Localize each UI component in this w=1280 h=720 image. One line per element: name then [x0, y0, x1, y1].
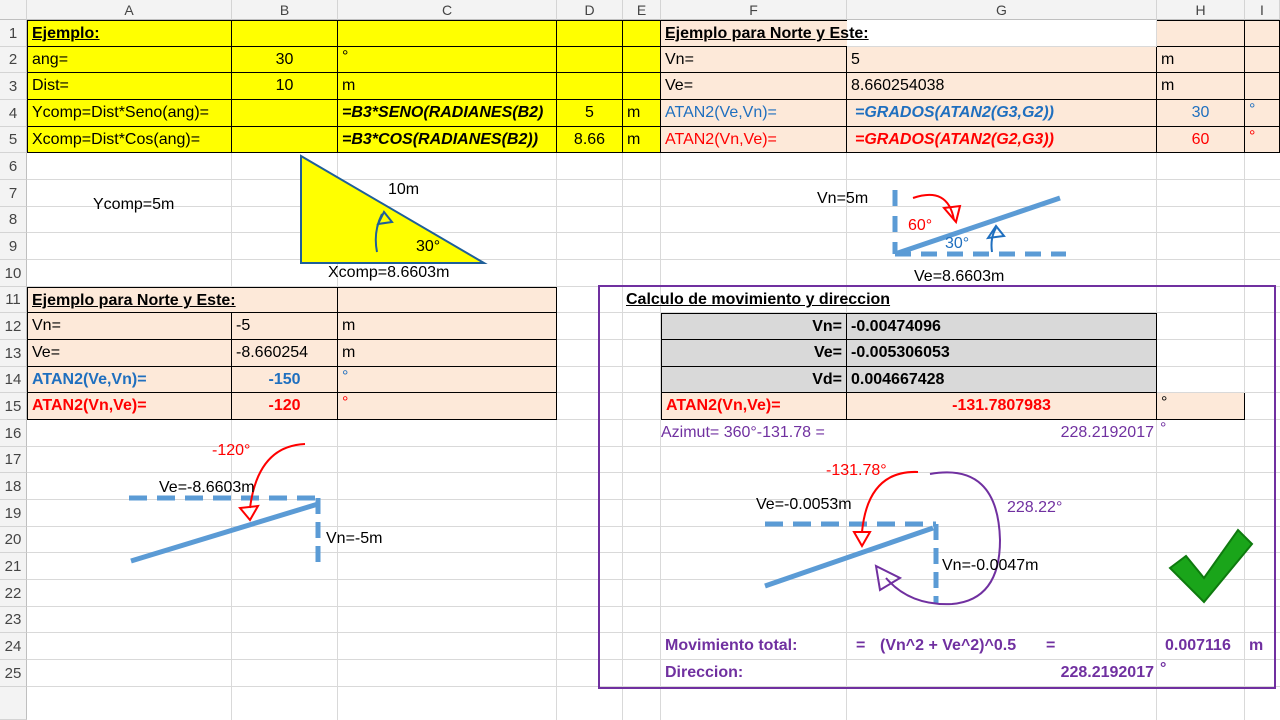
col-header-c[interactable]: C — [338, 0, 557, 20]
red-arrowhead-120-icon — [240, 506, 258, 520]
vn-calc-text[interactable]: Vn=-0.0047m — [942, 557, 1039, 574]
movimiento-formula[interactable]: (Vn^2 + Ve^2)^0.5 — [880, 637, 1017, 654]
cell-h5[interactable]: 60 — [1157, 127, 1245, 153]
cell-g2[interactable]: 5 — [847, 47, 1157, 73]
cell-f5[interactable]: ATAN2(Vn,Ve)= — [661, 127, 847, 153]
cell-g4[interactable]: =GRADOS(ATAN2(G3,G2)) — [847, 100, 1157, 127]
cell-f1[interactable]: Ejemplo para Norte y Este: — [661, 20, 847, 47]
cell-c14[interactable]: ° — [338, 367, 557, 393]
cell-c12[interactable]: m — [338, 313, 557, 340]
red-arrowhead-131-icon — [854, 532, 870, 546]
xcomp-text[interactable]: Xcomp=8.6603m — [328, 264, 450, 281]
cell-g13[interactable]: -0.005306053 — [847, 340, 1157, 367]
cell-a1[interactable]: Ejemplo: — [27, 20, 232, 47]
movimiento-unit[interactable]: m — [1249, 637, 1264, 654]
cell-f3[interactable]: Ve= — [661, 73, 847, 100]
azimut-label[interactable]: Azimut= 360°-131.78 = — [661, 424, 825, 441]
cell-g5[interactable]: =GRADOS(ATAN2(G2,G3)) — [847, 127, 1157, 153]
cell-h4[interactable]: 30 — [1157, 100, 1245, 127]
col-header-d[interactable]: D — [557, 0, 623, 20]
vn-neg-text[interactable]: Vn=-5m — [326, 530, 383, 547]
row-header[interactable]: 24 — [0, 633, 27, 660]
ve8-text[interactable]: Ve=8.6603m — [914, 268, 1005, 285]
cell-e5[interactable]: m — [623, 127, 661, 153]
row-header[interactable]: 18 — [0, 473, 27, 500]
cell-b13[interactable]: -8.660254 — [232, 340, 338, 367]
cell-f4[interactable]: ATAN2(Ve,Vn)= — [661, 100, 847, 127]
row-header[interactable]: 10 — [0, 260, 27, 287]
row-header[interactable]: 17 — [0, 447, 27, 473]
row-header[interactable]: 19 — [0, 500, 27, 527]
vector-line-left — [131, 504, 318, 561]
row-header[interactable]: 21 — [0, 553, 27, 580]
row-header[interactable]: 23 — [0, 607, 27, 633]
direccion-label[interactable]: Direccion: — [665, 664, 744, 681]
vn5-text[interactable]: Vn=5m — [817, 190, 869, 207]
cell-c13[interactable]: m — [338, 340, 557, 367]
angle-131-text[interactable]: -131.78° — [826, 462, 887, 479]
col-header-i[interactable]: I — [1245, 0, 1280, 20]
cell-i5[interactable]: ° — [1245, 127, 1280, 153]
row-header[interactable]: 15 — [0, 393, 27, 420]
row-header[interactable]: 9 — [0, 233, 27, 260]
cell-i4[interactable]: ° — [1245, 100, 1280, 127]
row-header[interactable]: 16 — [0, 420, 27, 447]
row-header[interactable]: 1 — [0, 20, 27, 47]
cell-b3[interactable]: 10 — [232, 73, 338, 100]
row-header[interactable]: 6 — [0, 153, 27, 180]
row-header[interactable]: 22 — [0, 580, 27, 607]
movimiento-value[interactable]: 0.007116 — [1165, 637, 1231, 654]
angle30-blue-text[interactable]: 30° — [945, 235, 970, 252]
col-header-b[interactable]: B — [232, 0, 338, 20]
cell-c3[interactable]: m — [338, 73, 557, 100]
cell-a15[interactable]: ATAN2(Vn,Ve)= — [27, 393, 232, 420]
angle30-text[interactable]: 30° — [416, 238, 441, 255]
cell-a5[interactable]: Xcomp=Dist*Cos(ang)= — [27, 127, 232, 153]
col-header-e[interactable]: E — [623, 0, 661, 20]
row-header[interactable]: 2 — [0, 47, 27, 73]
cell-a3[interactable]: Dist= — [27, 73, 232, 100]
row-header[interactable]: 4 — [0, 100, 27, 127]
row-header[interactable]: 7 — [0, 180, 27, 207]
row-header[interactable]: 13 — [0, 340, 27, 367]
hyp-text[interactable]: 10m — [388, 181, 420, 198]
movimiento-eq[interactable]: = — [856, 637, 866, 654]
cell-a13[interactable]: Ve= — [27, 340, 232, 367]
row-header[interactable]: 20 — [0, 527, 27, 553]
ycomp-text[interactable]: Ycomp=5m — [93, 196, 175, 213]
cell-b15[interactable]: -120 — [232, 393, 338, 420]
cell-h2[interactable]: m — [1157, 47, 1245, 73]
row-header[interactable]: 11 — [0, 287, 27, 313]
cell-h15[interactable]: ° — [1157, 393, 1245, 420]
triangle-shape — [301, 156, 484, 263]
direccion-unit[interactable]: ° — [1160, 660, 1167, 677]
movimiento-eq2[interactable]: = — [1046, 637, 1056, 654]
cell-c2[interactable]: ° — [338, 47, 557, 73]
col-header-g[interactable]: G — [847, 0, 1157, 20]
row-header[interactable]: 5 — [0, 127, 27, 153]
cell-d5[interactable]: 8.66 — [557, 127, 623, 153]
cell-g15[interactable]: -131.7807983 — [847, 393, 1157, 420]
cell-c15[interactable]: ° — [338, 393, 557, 420]
cell-a4[interactable]: Ycomp=Dist*Seno(ang)= — [27, 100, 232, 127]
blue-arrowhead-30-icon — [988, 226, 1004, 238]
row-header[interactable]: 3 — [0, 73, 27, 100]
row-header[interactable]: 25 — [0, 660, 27, 687]
vector-line-calc — [765, 528, 933, 586]
cell-f12[interactable]: Vn= — [661, 313, 847, 340]
row-header[interactable]: 8 — [0, 207, 27, 233]
row-header[interactable]: 12 — [0, 313, 27, 340]
angle60-text[interactable]: 60° — [908, 217, 933, 234]
cell-f14[interactable]: Vd= — [661, 367, 847, 393]
cell-f2[interactable]: Vn= — [661, 47, 847, 73]
col-header-a[interactable]: A — [27, 0, 232, 20]
calc-title[interactable]: Calculo de movimiento y direccion — [626, 291, 891, 308]
green-check-icon — [1170, 530, 1252, 602]
azimut-value[interactable]: 228.2192017 — [1060, 424, 1154, 441]
cell-a2[interactable]: ang= — [27, 47, 232, 73]
cell-d4[interactable]: 5 — [557, 100, 623, 127]
cell-a11[interactable]: Ejemplo para Norte y Este: — [27, 287, 338, 313]
cell-h3[interactable]: m — [1157, 73, 1245, 100]
row-header[interactable]: 14 — [0, 367, 27, 393]
cell-b2[interactable]: 30 — [232, 47, 338, 73]
cell-g3[interactable]: 8.660254038 — [847, 73, 1157, 100]
cell-g14[interactable]: 0.004667428 — [847, 367, 1157, 393]
ve-neg-text[interactable]: Ve=-8.6603m — [159, 479, 255, 496]
purple-arrowhead-228-icon — [876, 566, 900, 590]
cell-g12[interactable]: -0.00474096 — [847, 313, 1157, 340]
cell-f13[interactable]: Ve= — [661, 340, 847, 367]
col-header-f[interactable]: F — [661, 0, 847, 20]
ve-calc-text[interactable]: Ve=-0.0053m — [756, 496, 852, 513]
cell-c4[interactable]: =B3*SENO(RADIANES(B2) — [338, 100, 557, 127]
cell-b14[interactable]: -150 — [232, 367, 338, 393]
cell-c5[interactable]: =B3*COS(RADIANES(B2)) — [338, 127, 557, 153]
azimut-unit[interactable]: ° — [1160, 420, 1167, 437]
cell-a14[interactable]: ATAN2(Ve,Vn)= — [27, 367, 232, 393]
cell-b12[interactable]: -5 — [232, 313, 338, 340]
col-header-h[interactable]: H — [1157, 0, 1245, 20]
cell-e4[interactable]: m — [623, 100, 661, 127]
cell-f15[interactable]: ATAN2(Vn,Ve)= — [661, 393, 847, 420]
direccion-value[interactable]: 228.2192017 — [1060, 664, 1154, 681]
cell-a12[interactable]: Vn= — [27, 313, 232, 340]
az228-text[interactable]: 228.22° — [1007, 499, 1063, 516]
angle-120-text[interactable]: -120° — [212, 442, 251, 459]
movimiento-label[interactable]: Movimiento total: — [665, 637, 798, 654]
